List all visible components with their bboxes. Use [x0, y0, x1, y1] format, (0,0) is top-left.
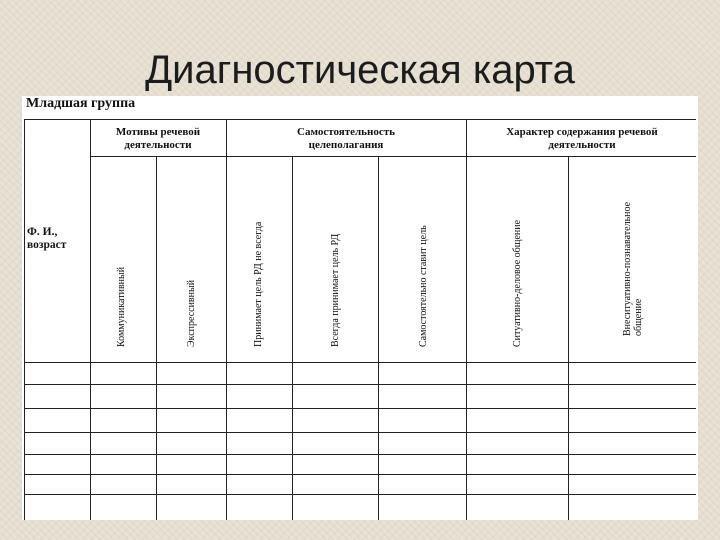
group-header-independence: [228, 126, 464, 152]
column-header-text: Всегда принимает цель РД: [330, 233, 341, 347]
column-divider: [292, 156, 293, 520]
group-header-line: Самостоятельность: [297, 126, 395, 138]
group-divider: [466, 119, 467, 520]
group-header-line: Характер содержания речевой: [506, 126, 658, 138]
column-header-text: Коммуникативный: [116, 266, 127, 347]
group-header-divider: [90, 156, 696, 157]
diagnostic-table-sheet: [22, 96, 698, 520]
column-header-text: общение: [633, 298, 644, 336]
table-row-line: [24, 474, 696, 475]
table-row-line: [24, 362, 696, 363]
column-divider: [156, 156, 157, 520]
slide-title: Диагностическая карта: [145, 48, 575, 92]
column-header-text: Экспрессивный: [186, 279, 197, 347]
group-header-motives: [92, 126, 224, 152]
table-border-top: [24, 119, 696, 120]
column-header-text: Самостоятельно ставит цель: [418, 225, 429, 347]
group-header-content-character: [468, 126, 696, 152]
group-header-line: Мотивы речевой: [115, 126, 201, 138]
column-divider: [90, 119, 91, 520]
sheet-heading: Младшая группа: [26, 96, 136, 111]
row-header-line: возраст: [27, 239, 67, 251]
column-header-text: Внеситуативно-познавательное: [622, 201, 633, 336]
column-divider: [568, 156, 569, 520]
table-border-left: [24, 119, 25, 520]
group-header-line: деятельности: [124, 139, 192, 151]
row-header-line: Ф. И.,: [27, 226, 58, 238]
table-row-line: [24, 494, 696, 495]
table-row-line: [24, 384, 696, 385]
row-header-name-age: [27, 226, 66, 252]
column-header-text: Ситуативно-деловое общение: [512, 219, 523, 347]
column-divider: [378, 156, 379, 520]
column-header-text: Принимает цель РД не всегда: [253, 221, 264, 347]
group-divider: [226, 119, 227, 520]
group-header-line: деятельности: [548, 139, 616, 151]
table-row-line: [24, 408, 696, 409]
table-row-line: [24, 432, 696, 433]
group-header-line: целеполагания: [308, 139, 384, 151]
table-row-line: [24, 454, 696, 455]
